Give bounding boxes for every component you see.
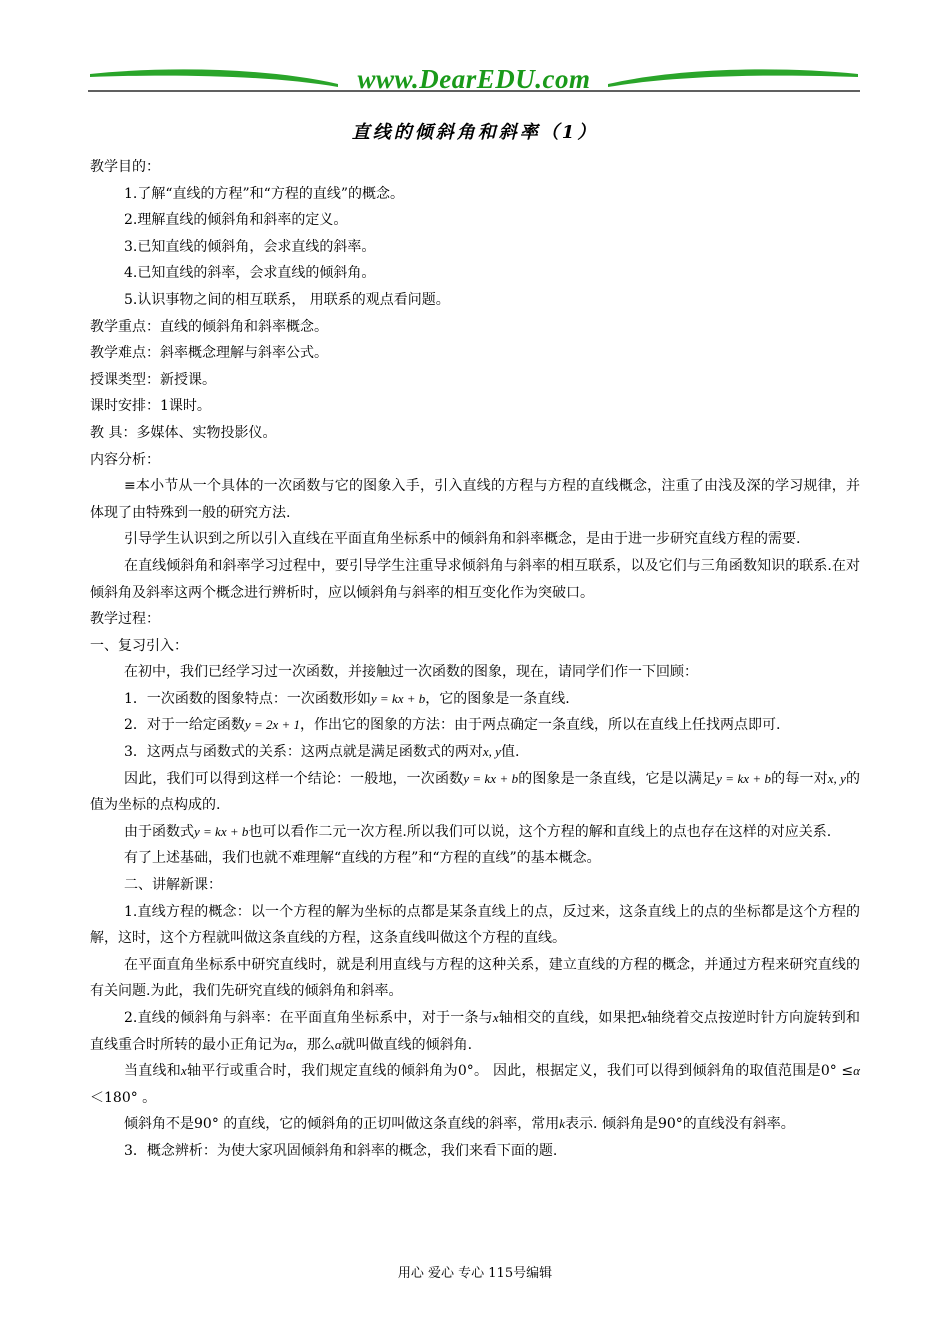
concept-paragraph: 在平面直角坐标系中研究直线时，就是利用直线与方程的这种关系，建立直线的方程的概念，并通过方程来研究直线的有关问题.为此，我们先研究直线的倾斜角和斜率。	[90, 956, 860, 1000]
formula: y = 2x + 1	[244, 717, 301, 733]
difficulty: 教学难点：斜率概念理解与斜率公式。	[90, 345, 328, 362]
basis-paragraph: 有了上述基础，我们也就不难理解“直线的方程”和“方程的直线”的基本概念。	[124, 850, 601, 867]
review-item-1: 1．一次函数的图象特点：一次函数形如y = kx + b，它的图象是一条直线.	[124, 690, 570, 707]
objective-item: 4.已知直线的斜率，会求直线的倾斜角。	[124, 265, 376, 282]
lesson-hours: 课时安排：1课时。	[90, 398, 211, 415]
teaching-tools: 教 具：多媒体、实物投影仪。	[90, 424, 277, 441]
analysis-paragraph: 引导学生认识到之所以引入直线在平面直角坐标系中的倾斜角和斜率概念，是由于进一步研究直线方程的需要.	[124, 531, 801, 548]
concept-discussion: 3．概念辨析：为使大家巩固倾斜角和斜率的概念，我们来看下面的题.	[124, 1142, 558, 1159]
page-footer: 用心 爱心 专心 115号编辑	[397, 1266, 553, 1281]
objectives-heading: 教学目的：	[90, 159, 160, 175]
section-new-lesson-heading: 二、讲解新课：	[124, 877, 222, 894]
review-intro: 在初中，我们已经学习过一次函数，并接触过一次函数的图象，现在，请同学们作一下回顾：	[124, 664, 698, 681]
objective-item: 2.理解直线的倾斜角和斜率的定义。	[124, 212, 348, 229]
formula: y = kx + b	[463, 770, 519, 786]
review-item-3: 3．这两点与函数式的关系：这两点就是满足函数式的两对x, y值.	[124, 744, 520, 761]
concept-paragraph: 1.直线方程的概念：以一个方程的解为坐标的点都是某条直线上的点，反过来，这条直线上的点的坐标都是这个方程的解，这时，这个方程就叫做这条直线的方程，这条直线叫做这个方程的直线。	[90, 903, 860, 947]
page-title: 直线的倾斜角和斜率（1）	[351, 122, 599, 143]
conclusion-paragraph: 因此，我们可以得到这样一个结论：一般地，一次函数y = kx + b的图象是一条直线，它是以满足y = kx + b的每一对x, y的值为坐标的点构成的.	[90, 770, 861, 814]
formula: y = kx + b	[716, 770, 772, 786]
analysis-paragraph: ≡本小节从一个具体的一次函数与它的图象入手，引入直线的方程与方程的直线概念，注重了由浅及深的学习规律，并体现了由特殊到一般的研究方法.	[90, 478, 860, 521]
inclination-range: 当直线和x轴平行或重合时，我们规定直线的倾斜角为0°。 因此，根据定义，我们可以得到倾斜角的取值范围是0° ≤α＜180° 。	[90, 1063, 860, 1106]
analysis-paragraph: 在直线倾斜角和斜率学习过程中，要引导学生注重导求倾斜角与斜率的相互联系，以及它们与三角函数知识的联系.在对倾斜角及斜率这两个概念进行辨析时，应以倾斜角与斜率的相互变化作为突破口。	[90, 557, 860, 601]
objective-item: 5.认识事物之间的相互联系， 用联系的观点看问题。	[124, 291, 450, 308]
formula: x, y	[827, 770, 846, 786]
process-heading: 教学过程：	[90, 611, 160, 628]
section-review-heading: 一、复习引入：	[90, 637, 188, 654]
site-banner	[88, 62, 860, 98]
formula: x, y	[482, 744, 501, 760]
analysis-heading: 内容分析：	[90, 451, 160, 468]
lesson-type: 授课类型：新授课。	[90, 371, 216, 388]
key-point: 教学重点：直线的倾斜角和斜率概念。	[90, 318, 328, 335]
review-item-2: 2．对于一给定函数y = 2x + 1，作出它的图象的方法：由于两点确定一条直线，所以在直线上任找两点即可.	[124, 717, 781, 734]
objective-item: 3.已知直线的倾斜角，会求直线的斜率。	[124, 238, 376, 255]
equation-paragraph: 由于函数式y = kx + b也可以看作二元一次方程.所以我们可以说，这个方程的解和直线上的点也存在这样的对应关系.	[124, 823, 832, 840]
formula: y = kx + b	[370, 690, 426, 706]
objective-item: 1.了解“直线的方程”和“方程的直线”的概念。	[124, 185, 404, 202]
site-logo-text[interactable]: www.DearEDU.com	[357, 64, 591, 94]
formula: y = kx + b	[194, 823, 249, 839]
document-body	[90, 154, 860, 1165]
slope-definition: 倾斜角不是90° 的直线，它的倾斜角的正切叫做这条直线的斜率，常用k表示. 倾斜角是90°的直线没有斜率。	[124, 1116, 795, 1133]
inclination-definition: 2.直线的倾斜角与斜率：在平面直角坐标系中，对于一条与x轴相交的直线，如果把x轴绕着交点按逆时针方向旋转到和直线重合时所转的最小正角记为α，那么α就叫做直线的倾斜角.	[90, 1010, 861, 1053]
